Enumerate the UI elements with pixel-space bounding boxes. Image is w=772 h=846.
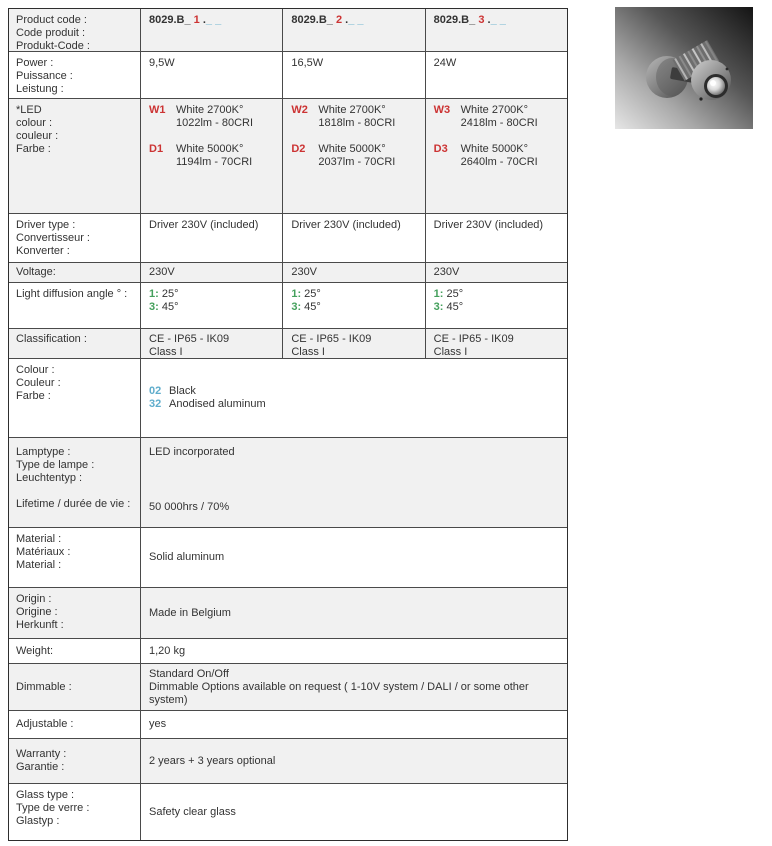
lifetime-value: 50 000hrs / 70%	[149, 501, 230, 513]
code-blanks: _ _	[490, 14, 506, 26]
row-classification	[9, 328, 567, 358]
weight-value: 1,20 kg	[140, 639, 567, 663]
classification-value-3: CE - IP65 - IK09 Class I	[425, 329, 567, 358]
led-code: D1	[149, 143, 164, 155]
angle-code: 3:	[433, 301, 444, 313]
diffusion-angle-label: Light diffusion angle ° :	[16, 288, 128, 300]
adjustable-value: yes	[140, 711, 567, 738]
classification-label: Classification :	[16, 333, 87, 345]
voltage-value-2: 230V	[282, 263, 424, 282]
diffusion-value-2: 1: 25° 3: 45°	[282, 283, 424, 328]
led-colour-value-2: W2 White 2700K° 1818lm - 80CRI D2 White 5000K° 2037lm - 70CRI	[282, 99, 424, 213]
row-driver-type	[9, 213, 567, 262]
driver-value-3: Driver 230V (included)	[425, 214, 567, 262]
diffusion-value-1: 1: 25° 3: 45°	[140, 283, 282, 328]
driver-type-label: Driver type : Convertisseur : Konverter :	[16, 219, 90, 257]
product-code-value-3: 8029.B_ 3 ._ _	[425, 9, 567, 51]
power-value-1: 9,5W	[140, 52, 282, 98]
row-weight	[9, 638, 567, 663]
lamptype-value: LED incorporated 50 000hrs / 70%	[140, 438, 567, 527]
product-code-label: Product code : Code produit : Produkt-Code :	[16, 14, 90, 51]
row-diffusion-angle	[9, 282, 567, 328]
warranty-value: 2 years + 3 years optional	[140, 739, 567, 783]
row-glass-type	[9, 783, 567, 840]
spotlight-image	[615, 7, 753, 129]
voltage-value-1: 230V	[140, 263, 282, 282]
classification-value-2: CE - IP65 - IK09 Class I	[282, 329, 424, 358]
row-warranty	[9, 738, 567, 783]
voltage-value-3: 230V	[425, 263, 567, 282]
material-label: Material : Matériaux : Material :	[16, 533, 71, 571]
led-code: W3	[433, 104, 451, 116]
variant-digit: 1	[193, 14, 200, 26]
power-value-3: 24W	[425, 52, 567, 98]
spec-table	[8, 8, 568, 841]
row-adjustable	[9, 710, 567, 738]
code-blanks: _ _	[348, 14, 364, 26]
row-origin	[9, 587, 567, 638]
variant-digit: 3	[478, 14, 485, 26]
lamptype-label: Lamptype : Type de lampe : Leuchtentyp : Lifetime / durée de vie :	[9, 438, 140, 527]
variant-digit: 2	[335, 14, 343, 26]
power-label: Power : Puissance : Leistung :	[16, 57, 73, 95]
row-power	[9, 51, 567, 98]
row-lamptype	[9, 437, 567, 527]
origin-value: Made in Belgium	[140, 588, 567, 638]
origin-label: Origin : Origine : Herkunft :	[16, 593, 64, 631]
led-code: D3	[433, 143, 448, 155]
dimmable-value: Standard On/Off Dimmable Options available on request ( 1-10V system / DALI / or some other system)	[140, 664, 567, 710]
colour-label: Colour : Couleur : Farbe :	[16, 364, 61, 402]
angle-code: 3:	[149, 301, 159, 313]
product-code-value-2: 8029.B_ 2 ._ _	[282, 9, 424, 51]
row-dimmable	[9, 663, 567, 710]
led-code: D2	[291, 143, 306, 155]
warranty-label: Warranty : Garantie :	[16, 748, 67, 773]
weight-label: Weight:	[16, 644, 54, 657]
power-value-2: 16,5W	[282, 52, 424, 98]
code-blanks: _ _	[205, 14, 222, 26]
colour-code: 32	[149, 398, 162, 410]
product-code-value-1: 8029.B_ 1 ._ _	[140, 9, 282, 51]
angle-code: 1:	[149, 288, 159, 300]
adjustable-label: Adjustable :	[16, 718, 74, 730]
row-voltage	[9, 262, 567, 282]
led-colour-value-1: W1 White 2700K° 1022lm - 80CRI D1 White 5000K° 1194lm - 70CRI	[140, 99, 282, 213]
row-material	[9, 527, 567, 587]
led-code: W1	[149, 104, 166, 116]
material-value: Solid aluminum	[140, 528, 567, 587]
lifetime-label: Lifetime / durée de vie :	[16, 498, 131, 510]
classification-value-1: CE - IP65 - IK09 Class I	[140, 329, 282, 358]
angle-code: 1:	[291, 288, 302, 300]
led-colour-label: *LED colour : couleur : Farbe :	[16, 104, 59, 155]
angle-code: 1:	[433, 288, 444, 300]
diffusion-value-3: 1: 25° 3: 45°	[425, 283, 567, 328]
colour-value: 02 Black 32 Anodised aluminum	[140, 359, 567, 437]
row-led-colour	[9, 98, 567, 213]
voltage-label: Voltage:	[16, 266, 56, 278]
glass-type-value: Safety clear glass	[140, 784, 567, 840]
driver-value-2: Driver 230V (included)	[282, 214, 424, 262]
driver-value-1: Driver 230V (included)	[140, 214, 282, 262]
angle-code: 3:	[291, 301, 302, 313]
led-colour-value-3: W3 White 2700K° 2418lm - 80CRI D3 White 5000K° 2640lm - 70CRI	[425, 99, 567, 213]
glass-type-label: Glass type : Type de verre : Glastyp :	[16, 789, 90, 827]
led-code: W2	[291, 104, 308, 116]
row-product-code	[9, 9, 567, 51]
dimmable-label: Dimmable :	[16, 680, 72, 693]
product-photo	[615, 7, 753, 129]
colour-code: 02	[149, 385, 162, 397]
row-colour	[9, 358, 567, 437]
